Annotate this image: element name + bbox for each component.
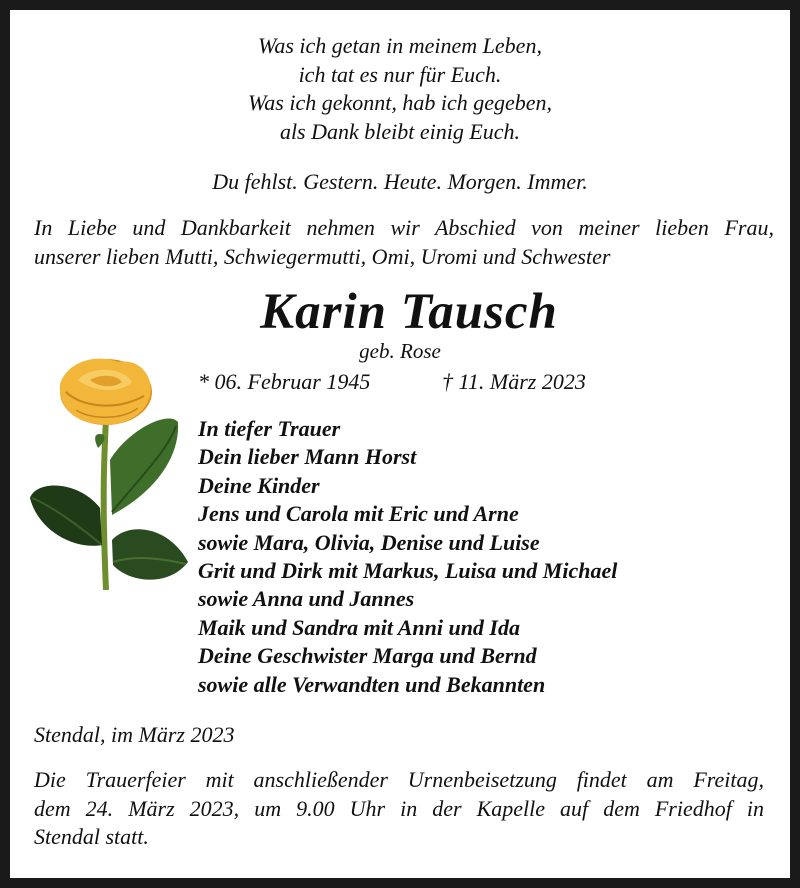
mourner-line: Jens und Carola mit Eric und Arne — [198, 501, 519, 527]
intro-text — [34, 214, 774, 271]
poem-line: als Dank bleibt einig Euch. — [279, 118, 521, 144]
birth-date: * 06. Februar 1945 — [198, 369, 371, 394]
poem-line: Was ich getan in meinem Leben, — [258, 33, 542, 58]
mourner-line: Deine Geschwister Marga und Bernd — [198, 643, 537, 669]
mourner-line: Grit und Dirk mit Markus, Luisa und Michael — [198, 558, 618, 584]
mourner-line: Deine Kinder — [198, 472, 320, 498]
yellow-rose-image — [18, 340, 190, 590]
mourner-line: Maik und Sandra mit Anni und Ida — [198, 614, 520, 640]
mourner-line: sowie Mara, Olivia, Denise und Luise — [198, 529, 540, 555]
funeral-notice — [34, 766, 764, 852]
birth-name: geb. Rose — [359, 339, 441, 363]
poem — [10, 32, 790, 146]
poem-line: Was ich gekonnt, hab ich gegeben, — [247, 90, 553, 115]
place-date: Stendal, im März 2023 — [34, 722, 235, 747]
mourner-line: In tiefer Trauer — [198, 416, 341, 441]
notice-line: Stendal statt. — [34, 824, 149, 849]
mourner-line: sowie Anna und Jannes — [198, 586, 415, 612]
mourner-line: sowie alle Verwandten und Bekannten — [198, 671, 546, 697]
tagline: Du fehlst. Gestern. Heute. Morgen. Immer. — [212, 169, 588, 194]
deceased-name: Karin Tausch — [260, 284, 558, 340]
obituary-card — [10, 10, 790, 878]
notice-line: Die Trauerfeier mit anschließender Urnenbeisetzung findet am Freitag, — [34, 767, 764, 792]
intro-line: unserer lieben Mutti, Schwiegermutti, Omi, Uromi und Schwester — [34, 243, 611, 269]
death-date: † 11. März 2023 — [442, 369, 586, 394]
mourners-list — [198, 415, 617, 699]
mourner-line: Dein lieber Mann Horst — [198, 444, 417, 470]
notice-line: dem 24. März 2023, um 9.00 Uhr in der Kapelle auf dem Friedhof in — [34, 795, 764, 821]
intro-line: In Liebe und Dankbarkeit nehmen wir Abschied von meiner lieben Frau, — [34, 215, 774, 240]
poem-line: ich tat es nur für Euch. — [298, 61, 502, 87]
